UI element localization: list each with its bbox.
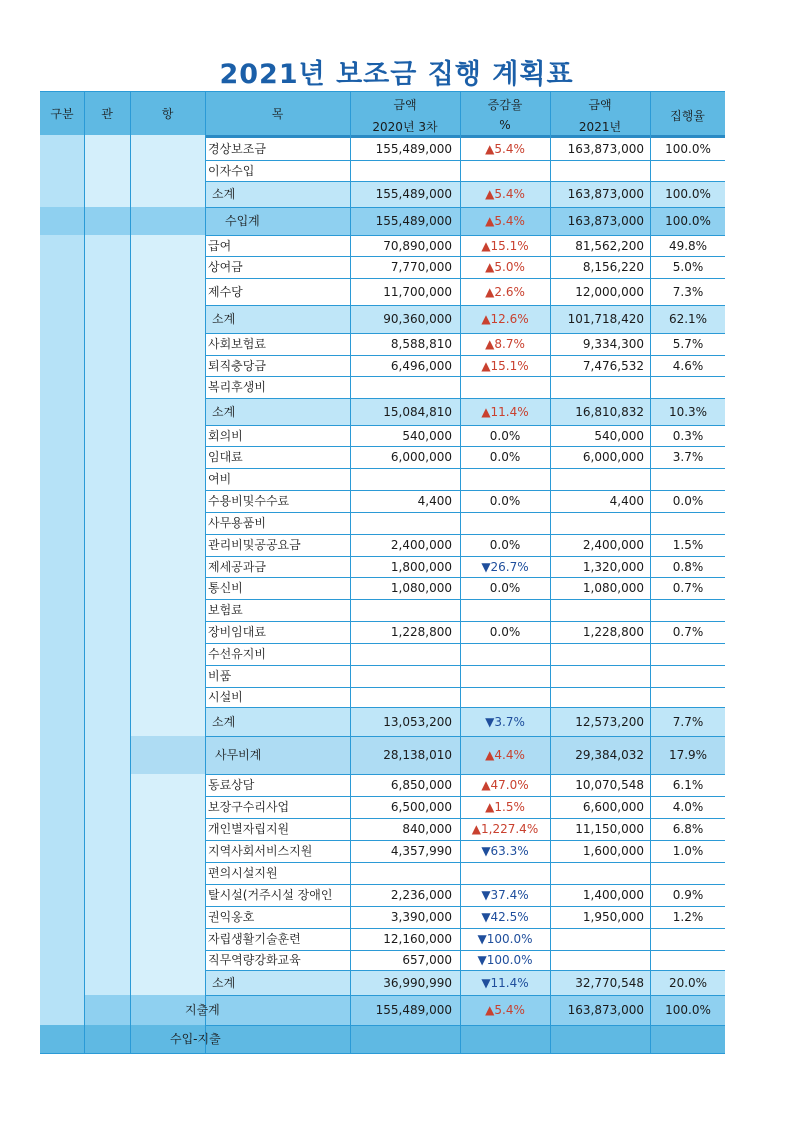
item-name: 임대료 xyxy=(208,450,243,464)
row-divider xyxy=(205,599,725,600)
column-divider xyxy=(460,91,461,1053)
exec-rate: 6.1% xyxy=(672,778,704,792)
change-rate: ▲5.4% xyxy=(485,1003,525,1017)
change-rate: ▲8.7% xyxy=(485,337,525,351)
amount-2021: 6,600,000 xyxy=(582,800,644,814)
amount-2020: 155,489,000 xyxy=(375,1003,452,1017)
exec-rate: 1.0% xyxy=(672,844,704,858)
item-name: 급여 xyxy=(208,239,232,253)
item-name: 이자수입 xyxy=(208,164,255,178)
amount-2020: 840,000 xyxy=(402,822,452,836)
column-divider xyxy=(350,91,351,1053)
amount-2021: 32,770,548 xyxy=(575,976,644,990)
amount-2020: 7,770,000 xyxy=(390,260,452,274)
row-divider xyxy=(205,928,725,929)
row-divider xyxy=(205,643,725,644)
column-divider xyxy=(205,91,206,1053)
row-divider xyxy=(205,556,725,557)
item-name: 소계 xyxy=(212,976,236,990)
amount-2020: 155,489,000 xyxy=(375,214,452,228)
amount-2020: 70,890,000 xyxy=(383,239,452,253)
amount-2020: 11,700,000 xyxy=(383,285,452,299)
change-rate: ▲15.1% xyxy=(481,359,529,373)
item-name: 보장구수리사업 xyxy=(208,800,290,814)
exec-rate: 6.8% xyxy=(672,822,704,836)
exec-rate: 20.0% xyxy=(668,976,708,990)
row-divider xyxy=(205,736,725,737)
exec-rate: 49.8% xyxy=(668,239,708,253)
amount-2021: 29,384,032 xyxy=(575,748,644,762)
item-name: 동료상담 xyxy=(208,778,255,792)
row-divider xyxy=(205,446,725,447)
amount-2021: 1,228,800 xyxy=(582,625,644,639)
row-divider xyxy=(205,577,725,578)
item-name: 수입-지출 xyxy=(170,1032,221,1046)
row-divider xyxy=(205,818,725,819)
amount-2021: 163,873,000 xyxy=(567,1003,644,1017)
change-rate: ▼11.4% xyxy=(481,976,529,990)
amount-2020: 657,000 xyxy=(402,953,452,967)
row-divider xyxy=(205,376,725,377)
row-divider xyxy=(205,840,725,841)
item-name: 사회보험료 xyxy=(208,337,266,351)
row-divider xyxy=(205,621,725,622)
exec-rate: 0.7% xyxy=(672,581,704,595)
change-rate: ▲5.0% xyxy=(485,260,525,274)
change-rate: 0.0% xyxy=(489,538,521,552)
item-name: 권익옹호 xyxy=(208,910,255,924)
amount-2021: 10,070,548 xyxy=(575,778,644,792)
change-rate: ▼3.7% xyxy=(485,715,525,729)
item-name: 사무비계 xyxy=(215,748,262,762)
column-divider xyxy=(84,91,85,1053)
change-rate: ▲15.1% xyxy=(481,239,529,253)
expense-hang-column xyxy=(130,235,205,1025)
item-name: 자립생활기술훈련 xyxy=(208,932,301,946)
change-rate: 0.0% xyxy=(489,450,521,464)
change-rate: ▲12.6% xyxy=(481,312,529,326)
exec-rate: 4.0% xyxy=(672,800,704,814)
exec-rate: 0.3% xyxy=(672,429,704,443)
header-exec-rate: 집행율 xyxy=(670,109,705,123)
change-rate: 0.0% xyxy=(489,494,521,508)
change-rate: ▲47.0% xyxy=(481,778,529,792)
budget-table xyxy=(40,91,725,1051)
amount-2021: 1,320,000 xyxy=(582,560,644,574)
change-rate: ▲5.4% xyxy=(485,214,525,228)
row-divider xyxy=(205,950,725,951)
amount-2021: 1,600,000 xyxy=(582,844,644,858)
row-divider xyxy=(205,534,725,535)
item-name: 소계 xyxy=(212,715,236,729)
header-amount-2020-sub: 2020년 3차 xyxy=(372,120,438,134)
item-name: 수용비및수수료 xyxy=(208,494,290,508)
amount-2021: 163,873,000 xyxy=(567,142,644,156)
change-rate: ▼37.4% xyxy=(481,888,529,902)
amount-2020: 1,228,800 xyxy=(390,625,452,639)
item-name: 탈시설(거주시설 장애인 xyxy=(208,888,333,902)
amount-2020: 3,390,000 xyxy=(390,910,452,924)
item-name: 통신비 xyxy=(208,581,243,595)
row-divider xyxy=(205,970,725,971)
amount-2021: 6,000,000 xyxy=(582,450,644,464)
amount-2021: 9,334,300 xyxy=(582,337,644,351)
row-divider xyxy=(205,235,725,236)
exec-rate: 0.8% xyxy=(672,560,704,574)
amount-2020: 155,489,000 xyxy=(375,142,452,156)
row-divider xyxy=(205,687,725,688)
amount-2021: 12,000,000 xyxy=(575,285,644,299)
amount-2021: 1,400,000 xyxy=(582,888,644,902)
row-divider xyxy=(205,256,725,257)
row-divider xyxy=(205,207,725,208)
amount-2020: 4,400 xyxy=(417,494,452,508)
item-name: 제세공과금 xyxy=(208,560,266,574)
change-rate: 0.0% xyxy=(489,581,521,595)
page-title: 2021년 보조금 집행 계획표 xyxy=(219,59,574,90)
row-divider xyxy=(205,884,725,885)
item-name: 회의비 xyxy=(208,429,243,443)
row-divider xyxy=(205,707,725,708)
amount-2020: 6,850,000 xyxy=(390,778,452,792)
amount-2020: 12,160,000 xyxy=(383,932,452,946)
exec-rate: 100.0% xyxy=(665,187,711,201)
amount-2021: 16,810,832 xyxy=(575,405,644,419)
change-rate: ▲4.4% xyxy=(485,748,525,762)
amount-2020: 13,053,200 xyxy=(383,715,452,729)
amount-2020: 1,800,000 xyxy=(390,560,452,574)
amount-2020: 90,360,000 xyxy=(383,312,452,326)
balance-band xyxy=(40,1025,725,1053)
change-rate: ▼63.3% xyxy=(481,844,529,858)
exec-rate: 3.7% xyxy=(672,450,704,464)
amount-2021: 1,950,000 xyxy=(582,910,644,924)
item-name: 편의시설지원 xyxy=(208,866,278,880)
change-rate: ▲2.6% xyxy=(485,285,525,299)
amount-2021: 4,400 xyxy=(609,494,644,508)
change-rate: ▼100.0% xyxy=(477,953,533,967)
row-divider xyxy=(205,995,725,996)
amount-2021: 2,400,000 xyxy=(582,538,644,552)
amount-2020: 1,080,000 xyxy=(390,581,452,595)
exec-rate: 7.7% xyxy=(672,715,704,729)
exec-rate: 62.1% xyxy=(668,312,708,326)
exec-rate: 1.5% xyxy=(672,538,704,552)
amount-2020: 540,000 xyxy=(402,429,452,443)
row-divider xyxy=(205,774,725,775)
amount-2020: 155,489,000 xyxy=(375,187,452,201)
item-name: 사무용품비 xyxy=(208,516,266,530)
change-rate: 0.0% xyxy=(489,429,521,443)
row-divider xyxy=(205,278,725,279)
income-gubun-cell xyxy=(40,135,84,207)
item-name: 복리후생비 xyxy=(208,380,266,394)
row-divider xyxy=(205,160,725,161)
row-divider xyxy=(205,490,725,491)
row-divider xyxy=(205,398,725,399)
header-gubun: 구분 xyxy=(50,107,74,121)
header-amount-2021-sub: 2021년 xyxy=(578,120,622,134)
exec-rate: 0.7% xyxy=(672,625,704,639)
item-name: 소계 xyxy=(212,187,236,201)
row-divider xyxy=(205,665,725,666)
amount-2021: 8,156,220 xyxy=(582,260,644,274)
change-rate: 0.0% xyxy=(489,625,521,639)
exec-rate: 100.0% xyxy=(665,1003,711,1017)
amount-2021: 540,000 xyxy=(594,429,644,443)
item-name: 시설비 xyxy=(208,690,243,704)
item-name: 소계 xyxy=(212,405,236,419)
amount-2020: 2,236,000 xyxy=(390,888,452,902)
amount-2020: 28,138,010 xyxy=(383,748,452,762)
amount-2020: 6,500,000 xyxy=(390,800,452,814)
item-name: 지출계 xyxy=(185,1003,220,1017)
exec-rate: 4.6% xyxy=(672,359,704,373)
exec-rate: 17.9% xyxy=(668,748,708,762)
item-name: 수선유지비 xyxy=(208,647,266,661)
header-mok: 목 xyxy=(271,107,284,121)
column-divider xyxy=(550,91,551,1053)
row-divider xyxy=(205,796,725,797)
change-rate: ▲5.4% xyxy=(485,142,525,156)
header-amount-2021: 금액 xyxy=(588,98,612,112)
row-divider xyxy=(205,468,725,469)
column-divider xyxy=(130,91,131,1053)
item-name: 퇴직충당금 xyxy=(208,359,266,373)
exec-rate: 7.3% xyxy=(672,285,704,299)
row-divider xyxy=(205,1025,725,1026)
column-divider xyxy=(650,91,651,1053)
row-divider xyxy=(205,181,725,182)
expense-gwan-column xyxy=(84,235,130,1025)
amount-2020: 6,000,000 xyxy=(390,450,452,464)
amount-2021: 11,150,000 xyxy=(575,822,644,836)
row-divider xyxy=(205,906,725,907)
item-name: 지역사회서비스지원 xyxy=(208,844,313,858)
exec-rate: 100.0% xyxy=(665,142,711,156)
amount-2020: 6,496,000 xyxy=(390,359,452,373)
header-rate-sub: % xyxy=(499,118,511,132)
amount-2021: 163,873,000 xyxy=(567,214,644,228)
amount-2021: 1,080,000 xyxy=(582,581,644,595)
amount-2020: 4,357,990 xyxy=(390,844,452,858)
amount-2021: 101,718,420 xyxy=(567,312,644,326)
item-name: 제수당 xyxy=(208,285,243,299)
item-name: 관리비및공공요금 xyxy=(208,538,301,552)
item-name: 수입계 xyxy=(225,214,260,228)
expense-gubun-cell xyxy=(40,235,84,1025)
row-divider xyxy=(205,305,725,306)
change-rate: ▼26.7% xyxy=(481,560,529,574)
header-amount-2020: 금액 xyxy=(393,98,417,112)
amount-2021: 12,573,200 xyxy=(575,715,644,729)
change-rate: ▼100.0% xyxy=(477,932,533,946)
amount-2021: 7,476,532 xyxy=(582,359,644,373)
amount-2021: 81,562,200 xyxy=(575,239,644,253)
amount-2020: 36,990,990 xyxy=(383,976,452,990)
row-divider xyxy=(205,862,725,863)
item-name: 직무역량강화교육 xyxy=(208,953,301,967)
item-name: 장비임대료 xyxy=(208,625,266,639)
exec-rate: 1.2% xyxy=(672,910,704,924)
change-rate: ▼42.5% xyxy=(481,910,529,924)
amount-2020: 15,084,810 xyxy=(383,405,452,419)
row-divider xyxy=(205,333,725,334)
item-name: 여비 xyxy=(208,472,232,486)
exec-rate: 0.9% xyxy=(672,888,704,902)
row-divider xyxy=(205,512,725,513)
header-hang: 항 xyxy=(161,107,174,121)
frame-line xyxy=(40,1053,725,1054)
header-gwan: 관 xyxy=(101,107,113,121)
item-name: 소계 xyxy=(212,312,236,326)
item-name: 개인별자립지원 xyxy=(208,822,290,836)
item-name: 상여금 xyxy=(208,260,243,274)
change-rate: ▲1,227.4% xyxy=(471,822,539,836)
change-rate: ▲11.4% xyxy=(481,405,529,419)
change-rate: ▲5.4% xyxy=(485,187,525,201)
item-name: 비품 xyxy=(208,669,232,683)
change-rate: ▲1.5% xyxy=(485,800,525,814)
item-name: 경상보조금 xyxy=(208,142,266,156)
exec-rate: 10.3% xyxy=(668,405,708,419)
amount-2020: 8,588,810 xyxy=(390,337,452,351)
item-name: 보험료 xyxy=(208,603,243,617)
amount-2021: 163,873,000 xyxy=(567,187,644,201)
exec-rate: 0.0% xyxy=(672,494,704,508)
frame-line xyxy=(40,91,725,92)
header-rate: 증감율 xyxy=(487,98,523,112)
row-divider xyxy=(205,425,725,426)
exec-rate: 5.0% xyxy=(672,260,704,274)
exec-rate: 5.7% xyxy=(672,337,704,351)
row-divider xyxy=(205,355,725,356)
income-gwanhang-cell xyxy=(84,135,205,207)
amount-2020: 2,400,000 xyxy=(390,538,452,552)
exec-rate: 100.0% xyxy=(665,214,711,228)
